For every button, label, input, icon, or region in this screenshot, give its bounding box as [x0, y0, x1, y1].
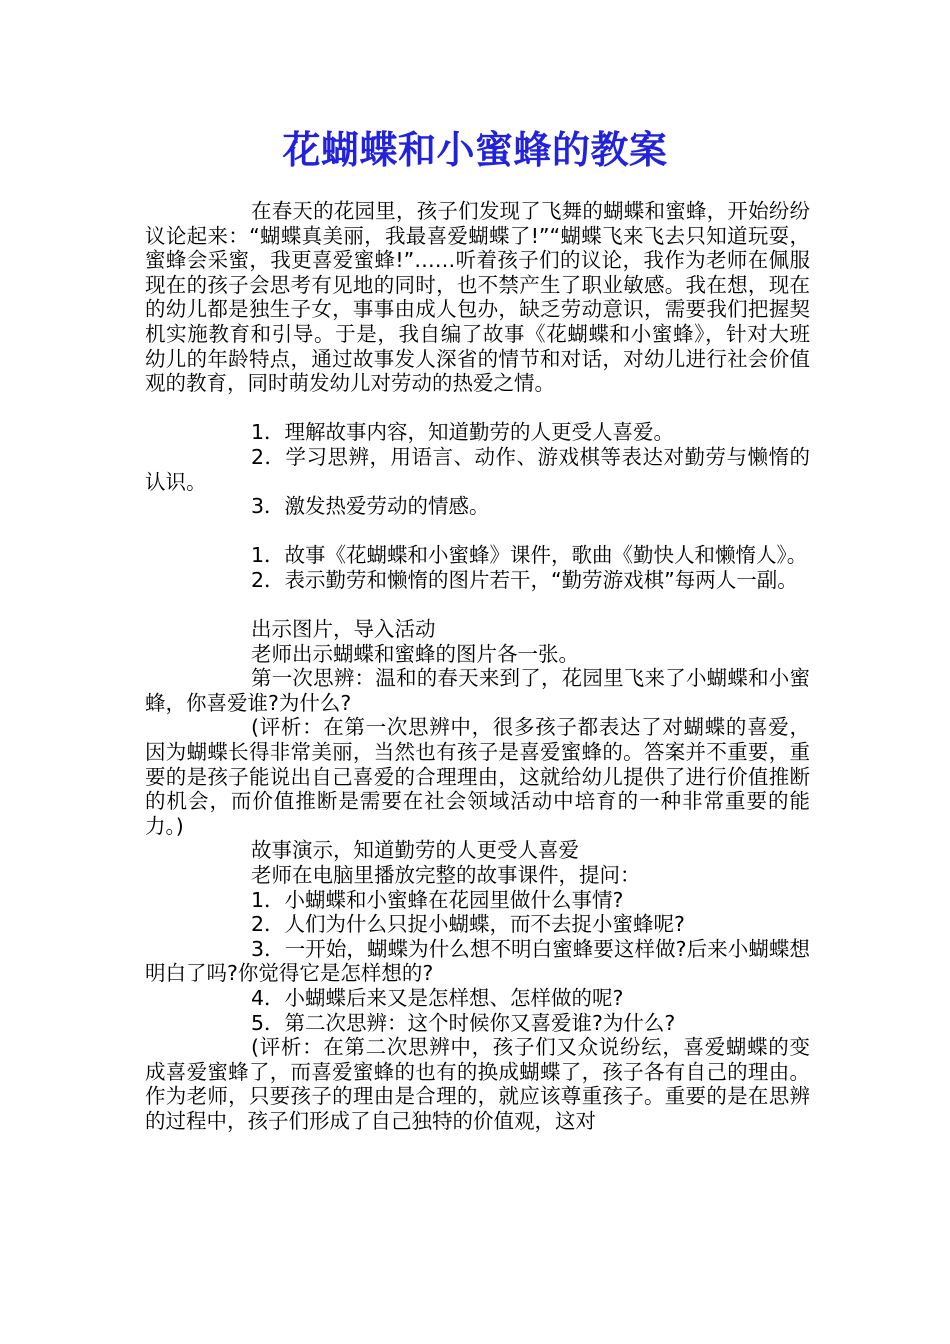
- document-title: 花蝴蝶和小蜜蜂的教案: [282, 127, 668, 172]
- goal-item-2: 2．学习思辨，用语言、动作、游戏棋等表达对勤劳与懒惰的认识。: [145, 444, 810, 494]
- intro-paragraph: 在春天的花园里，孩子们发现了飞舞的蝴蝶和蜜蜂，开始纷纷议论起来：“蝴蝶真美丽，我最喜爱蝴蝶了!”“蝴蝶飞来飞去只知道玩耍，蜜蜂会采蜜，我更喜爱蜜蜂!”……听着孩子们的议论，我作为老师在佩服现在的孩子会思考有见地的同时，也不禁产生了职业敏感。我在想，现在的幼儿都是独生子女，事事由成人包办，缺乏劳动意识，需要我们把握契机实施教育和引导。于是，我自编了故事《花蝴蝶和小蜜蜂》，针对大班幼儿的年龄特点，通过故事发人深省的情节和对话，对幼儿进行社会价值观的教育，同时萌发幼儿对劳动的热爱之情。: [145, 199, 810, 396]
- step-heading-1: 出示图片，导入活动: [251, 617, 436, 642]
- question-item: 1．小蝴蝶和小蜜蜂在花园里做什么事情?: [251, 887, 624, 912]
- material-item-1: 1．故事《花蝴蝶和小蜜蜂》课件，歌曲《勤快人和懒惰人》。: [251, 543, 808, 568]
- step-heading-2: 故事演示，知道勤劳的人更受人喜爱: [251, 838, 579, 863]
- question-item: 5．第二次思辨：这个时候你又喜爱谁?为什么?: [251, 1010, 676, 1035]
- document-body: [145, 199, 810, 1134]
- question-item: 2．人们为什么只捉小蝴蝶，而不去捉小蜜蜂呢?: [251, 912, 685, 937]
- paragraph: 老师出示蝴蝶和蜜蜂的图片各一张。: [251, 641, 579, 666]
- goal-item-3: 3．激发热爱劳动的情感。: [251, 494, 490, 519]
- paragraph: 老师在电脑里播放完整的故事课件，提问：: [251, 863, 641, 888]
- paragraph: 第一次思辨：温和的春天来到了，花园里飞来了小蝴蝶和小蜜蜂，你喜爱谁?为什么?: [145, 666, 810, 715]
- goal-item-1: 1．理解故事内容，知道勤劳的人更受人喜爱。: [251, 420, 675, 445]
- material-item-2: 2．表示勤劳和懒惰的图片若干，“勤劳游戏棋”每两人一副。: [251, 567, 798, 592]
- analysis-paragraph: (评析：在第一次思辨中，很多孩子都表达了对蝴蝶的喜爱，因为蝴蝶长得非常美丽，当然也有孩子是喜爱蜜蜂的。答案并不重要，重要的是孩子能说出自己喜爱的合理理由，这就给幼儿提供了进行价值推断的机会，而价值推断是需要在社会领域活动中培育的一种非常重要的能力。): [145, 715, 810, 838]
- analysis-paragraph: (评析：在第二次思辨中，孩子们又众说纷纭，喜爱蝴蝶的变成喜爱蜜蜂了，而喜爱蜜蜂的也有的换成蝴蝶了，孩子各有自己的理由。作为老师，只要孩子的理由是合理的，就应该尊重孩子。重要的是在思辨的过程中，孩子们形成了自己独特的价值观，这对: [145, 1035, 810, 1133]
- question-item: 3．一开始，蝴蝶为什么想不明白蜜蜂要这样做?后来小蝴蝶想明白了吗?你觉得它是怎样想的?: [145, 936, 810, 986]
- question-item: 4．小蝴蝶后来又是怎样想、怎样做的呢?: [251, 986, 624, 1010]
